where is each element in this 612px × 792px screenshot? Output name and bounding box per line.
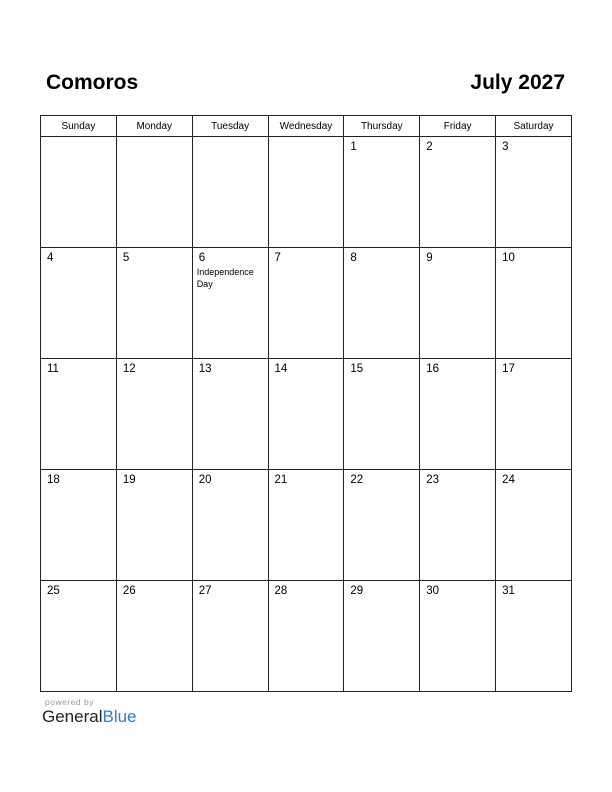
day-number: 31 [502, 585, 515, 597]
day-cell [41, 581, 117, 692]
day-number: 15 [350, 363, 364, 375]
day-cell [116, 470, 192, 581]
weekday-header: Friday [420, 116, 496, 137]
day-cell [344, 137, 420, 248]
day-number: 22 [350, 474, 364, 486]
day-number: 9 [426, 252, 433, 264]
calendar-grid [40, 115, 572, 692]
day-cell [268, 248, 344, 359]
day-number: 18 [47, 474, 60, 486]
calendar-body [41, 137, 572, 692]
day-number: 5 [122, 252, 130, 264]
day-cell [41, 359, 117, 470]
day-cell [344, 581, 420, 692]
day-number: 14 [274, 363, 288, 375]
day-cell [344, 248, 420, 359]
day-number: 17 [502, 363, 515, 375]
day-number: 25 [47, 585, 60, 597]
holiday-label: Independence Day [196, 267, 254, 289]
day-number: 4 [47, 252, 54, 264]
day-number: 24 [502, 474, 515, 486]
day-number: 23 [426, 474, 440, 486]
day-cell [41, 470, 117, 581]
day-cell [192, 470, 268, 581]
day-number: 27 [198, 585, 212, 597]
day-number: 1 [350, 141, 357, 153]
generalblue-logo [42, 708, 137, 726]
week-row [41, 137, 572, 248]
day-cell [496, 470, 572, 581]
week-row [41, 470, 572, 581]
day-cell [268, 581, 344, 692]
day-cell [496, 581, 572, 692]
day-number: 16 [426, 363, 440, 375]
weekday-header: Tuesday [192, 116, 268, 137]
day-number: 30 [426, 585, 440, 597]
day-number: 7 [274, 252, 281, 264]
day-cell [420, 470, 496, 581]
day-number: 19 [122, 474, 136, 486]
day-cell [344, 359, 420, 470]
brand-general-text: General [42, 707, 103, 726]
weekday-header: Thursday [344, 116, 420, 137]
day-cell [268, 359, 344, 470]
day-cell [116, 248, 192, 359]
day-cell [420, 248, 496, 359]
day-number: 29 [350, 585, 364, 597]
week-row [41, 359, 572, 470]
empty-day-cell [41, 137, 117, 248]
month-year-title: July 2027 [470, 71, 565, 94]
day-number: 20 [198, 474, 212, 486]
country-title: Comoros [46, 71, 139, 94]
empty-day-cell [268, 137, 344, 248]
weekday-header: Sunday [41, 116, 117, 137]
day-cell [420, 359, 496, 470]
day-cell [344, 470, 420, 581]
day-cell [41, 248, 117, 359]
day-number: 13 [198, 363, 212, 375]
day-cell [116, 581, 192, 692]
weekday-header: Wednesday [268, 116, 344, 137]
day-number: 26 [122, 585, 136, 597]
day-cell [496, 137, 572, 248]
day-number: 3 [502, 141, 509, 153]
day-cell [268, 470, 344, 581]
day-number: 11 [47, 363, 59, 375]
day-number: 12 [122, 363, 136, 375]
week-row [41, 581, 572, 692]
day-cell [116, 359, 192, 470]
day-number: 2 [426, 141, 433, 153]
day-cell [496, 359, 572, 470]
day-cell [420, 137, 496, 248]
footer-branding [42, 697, 137, 726]
day-number: 10 [502, 252, 515, 264]
day-number: 6 [198, 252, 206, 264]
weekday-header: Monday [116, 116, 192, 137]
day-cell [192, 581, 268, 692]
day-cell [496, 248, 572, 359]
week-row [41, 248, 572, 359]
empty-day-cell [192, 137, 268, 248]
day-cell [192, 248, 268, 359]
day-number: 21 [274, 474, 288, 486]
empty-day-cell [116, 137, 192, 248]
weekday-header-row [41, 116, 572, 137]
day-cell [192, 359, 268, 470]
day-number: 8 [350, 252, 357, 264]
weekday-header: Saturday [496, 116, 572, 137]
brand-blue-text: Blue [102, 707, 137, 726]
day-number: 28 [274, 585, 288, 597]
day-cell [420, 581, 496, 692]
powered-by-text: powered by [45, 697, 94, 707]
